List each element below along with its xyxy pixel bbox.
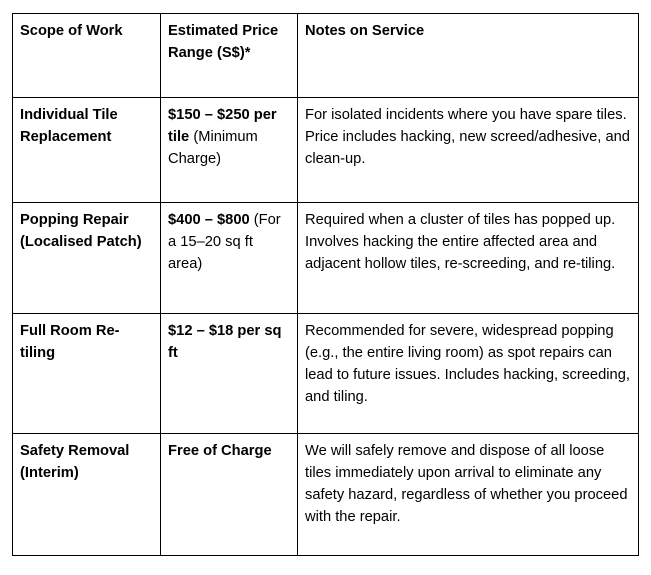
header-scope-of-work: Scope of Work	[13, 14, 161, 98]
scope-cell: Popping Repair (Localised Patch)	[13, 203, 161, 314]
price-cell	[161, 203, 298, 314]
price-cell	[161, 434, 298, 556]
scope-cell: Full Room Re-tiling	[13, 314, 161, 434]
table-row	[13, 314, 639, 434]
price-cell	[161, 98, 298, 203]
table-row	[13, 98, 639, 203]
table-body	[13, 98, 639, 556]
service-pricing-table	[12, 13, 639, 556]
table-header	[13, 14, 639, 98]
scope-cell: Individual Tile Replacement	[13, 98, 161, 203]
header-estimated-price-range: Estimated Price Range (S$)*	[161, 14, 298, 98]
price-regular-text: (For a 15–20 sq ft area)	[168, 212, 281, 272]
price-bold-text: $150 – $250 per tile	[168, 107, 277, 145]
scope-cell: Safety Removal (Interim)	[13, 434, 161, 556]
price-bold-text: Free of Charge	[168, 443, 272, 459]
notes-cell: Required when a cluster of tiles has popped up. Involves hacking the entire affected area and adjacent hollow tiles, re-screeding, and re-tiling.	[298, 203, 639, 314]
header-row	[13, 14, 639, 98]
notes-cell: We will safely remove and dispose of all loose tiles immediately upon arrival to eliminate any safety hazard, regardless of whether you proceed with the repair.	[298, 434, 639, 556]
header-notes-on-service: Notes on Service	[298, 14, 639, 98]
notes-cell: For isolated incidents where you have spare tiles. Price includes hacking, new screed/adhesive, and clean-up.	[298, 98, 639, 203]
notes-cell: Recommended for severe, widespread popping (e.g., the entire living room) as spot repairs can lead to future issues. Includes hacking, screeding, and tiling.	[298, 314, 639, 434]
price-cell	[161, 314, 298, 434]
price-bold-text: $400 – $800	[168, 212, 250, 228]
table-row	[13, 203, 639, 314]
price-bold-text: $12 – $18 per sq ft	[168, 323, 282, 361]
price-regular-text: (Minimum Charge)	[168, 129, 258, 167]
table-row	[13, 434, 639, 556]
